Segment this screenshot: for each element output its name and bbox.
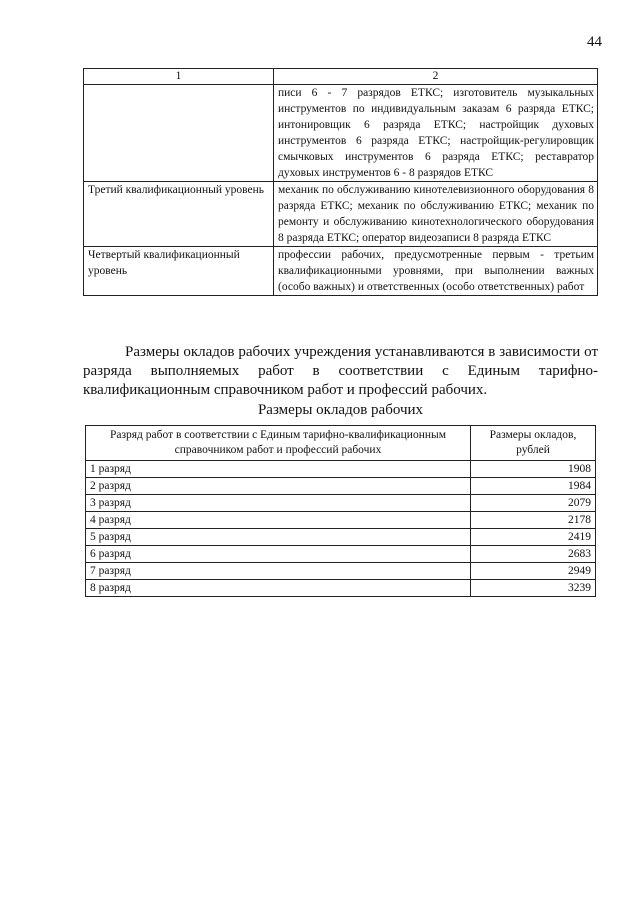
grade-cell: 7 разряд [86, 563, 471, 580]
table-row [84, 85, 598, 182]
column-number-2: 2 [274, 69, 598, 85]
salary-cell: 2178 [471, 512, 596, 529]
salary-column-header: Размеры окладов, рублей [471, 426, 596, 461]
salary-table [85, 425, 596, 597]
table-row [86, 478, 596, 495]
qualification-level: Четвертый квалификационный уровень [84, 247, 274, 296]
grade-cell: 4 разряд [86, 512, 471, 529]
salary-cell: 2949 [471, 563, 596, 580]
column-number-1: 1 [84, 69, 274, 85]
table-row [86, 461, 596, 478]
salary-cell: 2079 [471, 495, 596, 512]
salary-cell: 3239 [471, 580, 596, 597]
profession-list: писи 6 - 7 разрядов ЕТКС; изготовитель музыкальных инструментов по индивидуальным заказам 6 разряда ЕТКС; интонировщик 6 разряда ЕТКС; настройщик духовых инструментов 6 разряда ЕТКС; настройщик-регулировщик смычковых инструментов 6 разряда ЕТКС; реставратор духовых инструментов 6 - 8 разрядов ЕТКС [274, 85, 598, 182]
qualification-level: Третий квалификационный уровень [84, 182, 274, 247]
grade-cell: 6 разряд [86, 546, 471, 563]
table-row [86, 563, 596, 580]
grade-column-header: Разряд работ в соответствии с Единым тарифно-квалификационным справочником работ и профессий рабочих [86, 426, 471, 461]
table-row [86, 546, 596, 563]
table-row [84, 182, 598, 247]
body-paragraph: Размеры окладов рабочих учреждения устанавливаются в зависимости от разряда выполняемых работ в соответствии с Единым тарифно-квалификационным справочником работ и профессий рабочих. [83, 344, 598, 398]
qualification-level [84, 85, 274, 182]
page-number: 44 [587, 34, 602, 50]
salary-cell: 2419 [471, 529, 596, 546]
qualification-table [83, 68, 598, 296]
table-row [86, 580, 596, 597]
table-header-row [86, 426, 596, 461]
grade-cell: 2 разряд [86, 478, 471, 495]
grade-cell: 8 разряд [86, 580, 471, 597]
grade-cell: 3 разряд [86, 495, 471, 512]
profession-list: механик по обслуживанию кинотелевизионного оборудования 8 разряда ЕТКС; механик по обслуживанию ЕТКС; механик по ремонту и обслуживанию кинотехнологического оборудования 8 разряда ЕТКС; оператор видеозаписи 8 разряда ЕТКС [274, 182, 598, 247]
salary-table-title: Размеры окладов рабочих [257, 402, 424, 418]
table-row [86, 512, 596, 529]
salary-cell: 2683 [471, 546, 596, 563]
salary-cell: 1984 [471, 478, 596, 495]
table-row [86, 529, 596, 546]
profession-list: профессии рабочих, предусмотренные первым - третьим квалификационными уровнями, при выполнении важных (особо важных) и ответственных (особо ответственных) работ [274, 247, 598, 296]
table-header-row [84, 69, 598, 85]
salary-cell: 1908 [471, 461, 596, 478]
table-row [86, 495, 596, 512]
grade-cell: 1 разряд [86, 461, 471, 478]
grade-cell: 5 разряд [86, 529, 471, 546]
table-row [84, 247, 598, 296]
